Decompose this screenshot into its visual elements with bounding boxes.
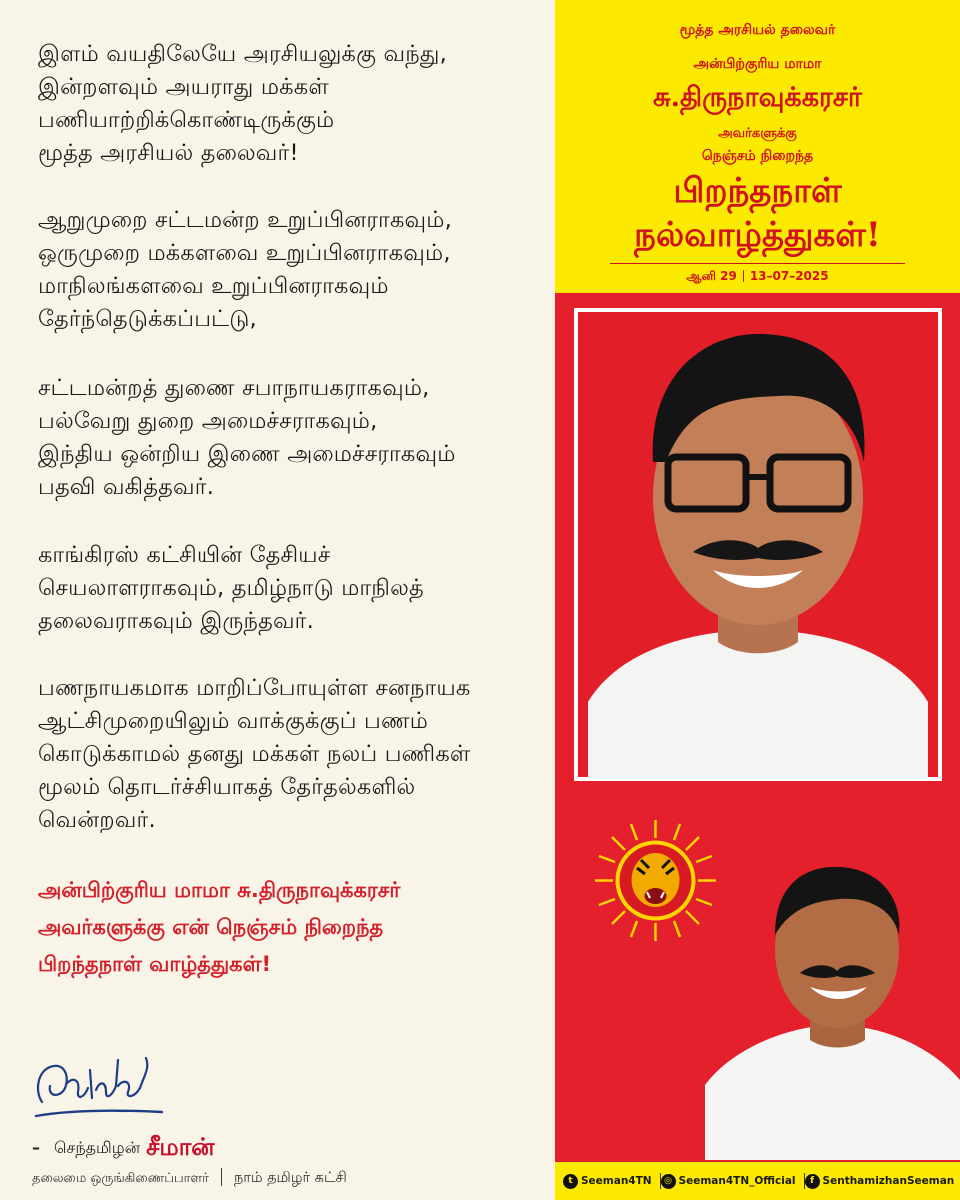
paragraph-4 bbox=[38, 539, 548, 638]
facebook-icon: f bbox=[805, 1174, 820, 1189]
text-line: கொடுக்காமல் தனது மக்கள் நலப் பணிகள் bbox=[38, 741, 471, 767]
signature-image bbox=[30, 1040, 180, 1125]
text-line: செயலாளராகவும், தமிழ்நாடு மாநிலத் bbox=[38, 575, 424, 601]
text-line: காங்கிரஸ் கட்சியின் தேசியச் bbox=[38, 542, 331, 568]
social-bar bbox=[555, 1162, 960, 1200]
text-line: பல்வேறு துறை அமைச்சராகவும், bbox=[38, 408, 378, 434]
seeman-portrait bbox=[705, 855, 960, 1160]
tamil-date: ஆனி 29 bbox=[686, 269, 737, 283]
honoree-name: சு.திருநாவுக்கரசர் bbox=[653, 82, 862, 113]
banner-headline-2: நல்வாழ்த்துகள்! bbox=[634, 215, 881, 255]
paragraph-3 bbox=[38, 372, 548, 504]
social-facebook[interactable] bbox=[805, 1174, 955, 1189]
role-text: தலைமை ஒருங்கிணைப்பாளர் bbox=[32, 1171, 209, 1186]
twitter-icon: t bbox=[563, 1174, 578, 1189]
social-handle: Seeman4TN bbox=[581, 1175, 652, 1187]
text-line: தலைவராகவும் இருந்தவர். bbox=[38, 608, 314, 634]
paragraph-5 bbox=[38, 672, 548, 837]
text-line: ஆறுமுறை சட்டமன்ற உறுப்பினராகவும், bbox=[38, 207, 452, 233]
honoree-photo-frame bbox=[574, 308, 942, 781]
text-line: தேர்ந்தெடுக்கப்பட்டு, bbox=[38, 306, 257, 332]
wish-line: அவர்களுக்கு என் நெஞ்சம் நிறைந்த bbox=[38, 915, 384, 939]
banner-headline-1: பிறந்தநாள் bbox=[673, 171, 842, 211]
instagram-icon: ◎ bbox=[661, 1174, 676, 1189]
text-line: இந்திய ஒன்றிய இணை அமைச்சராகவும் bbox=[38, 441, 456, 467]
text-line: ஒருமுறை மக்களவை உறுப்பினராகவும், bbox=[38, 240, 451, 266]
banner-line-4: அவர்களுக்கு bbox=[718, 126, 797, 141]
signature-dash: – bbox=[32, 1138, 40, 1157]
gregorian-date: 13–07–2025 bbox=[749, 269, 829, 283]
signature-prefix: செந்தமிழன் bbox=[54, 1138, 141, 1157]
text-line: சட்டமன்றத் துணை சபாநாயகராகவும், bbox=[38, 375, 430, 401]
wish-line: அன்பிற்குரிய மாமா சு.திருநாவுக்கரசர் bbox=[38, 878, 401, 902]
signature-name-text: சீமான் bbox=[146, 1132, 215, 1161]
signature-name bbox=[32, 1132, 215, 1164]
birthday-wish bbox=[38, 872, 548, 983]
text-line: மூத்த அரசியல் தலைவர்! bbox=[38, 140, 299, 166]
text-line: பதவி வகித்தவர். bbox=[38, 474, 215, 500]
poster-panel bbox=[555, 0, 960, 1200]
party-name: நாம் தமிழர் கட்சி bbox=[233, 1170, 347, 1186]
banner-divider bbox=[610, 263, 905, 264]
honoree-portrait bbox=[578, 312, 938, 777]
honoree-photo bbox=[578, 312, 938, 777]
banner-date bbox=[555, 269, 960, 285]
text-line: பணநாயகமாக மாறிப்போயுள்ள சனநாயக bbox=[38, 675, 471, 701]
banner-line-1: மூத்த அரசியல் தலைவர் bbox=[679, 22, 836, 38]
wish-line: பிறந்தநாள் வாழ்த்துகள்! bbox=[38, 952, 272, 976]
title-banner bbox=[555, 0, 960, 293]
social-handle: Seeman4TN_Official bbox=[678, 1175, 796, 1187]
banner-line-2: அன்பிற்குரிய மாமா bbox=[693, 56, 822, 72]
text-line: மாநிலங்களவை உறுப்பினராகவும் bbox=[38, 273, 389, 299]
text-line: வென்றவர். bbox=[38, 807, 156, 833]
paragraph-1 bbox=[38, 38, 548, 170]
text-line: ஆட்சிமுறையிலும் வாக்குக்குப் பணம் bbox=[38, 708, 429, 734]
paragraph-2 bbox=[38, 204, 548, 336]
text-line: மூலம் தொடர்ச்சியாகத் தேர்தல்களில் bbox=[38, 774, 416, 800]
date-divider bbox=[743, 270, 744, 282]
text-line: பணியாற்றிக்கொண்டிருக்கும் bbox=[38, 107, 335, 133]
social-twitter[interactable] bbox=[563, 1173, 661, 1189]
text-line: இளம் வயதிலேயே அரசியலுக்கு வந்து, bbox=[38, 41, 447, 67]
text-line: இன்றளவும் அயராது மக்கள் bbox=[38, 74, 329, 100]
banner-line-5: நெஞ்சம் நிறைந்த bbox=[701, 148, 814, 164]
signature-role bbox=[32, 1168, 347, 1188]
party-tiger-emblem bbox=[593, 818, 718, 943]
social-handle: SenthamizhanSeeman bbox=[822, 1175, 955, 1187]
social-instagram[interactable] bbox=[661, 1173, 805, 1189]
role-divider bbox=[221, 1168, 222, 1186]
